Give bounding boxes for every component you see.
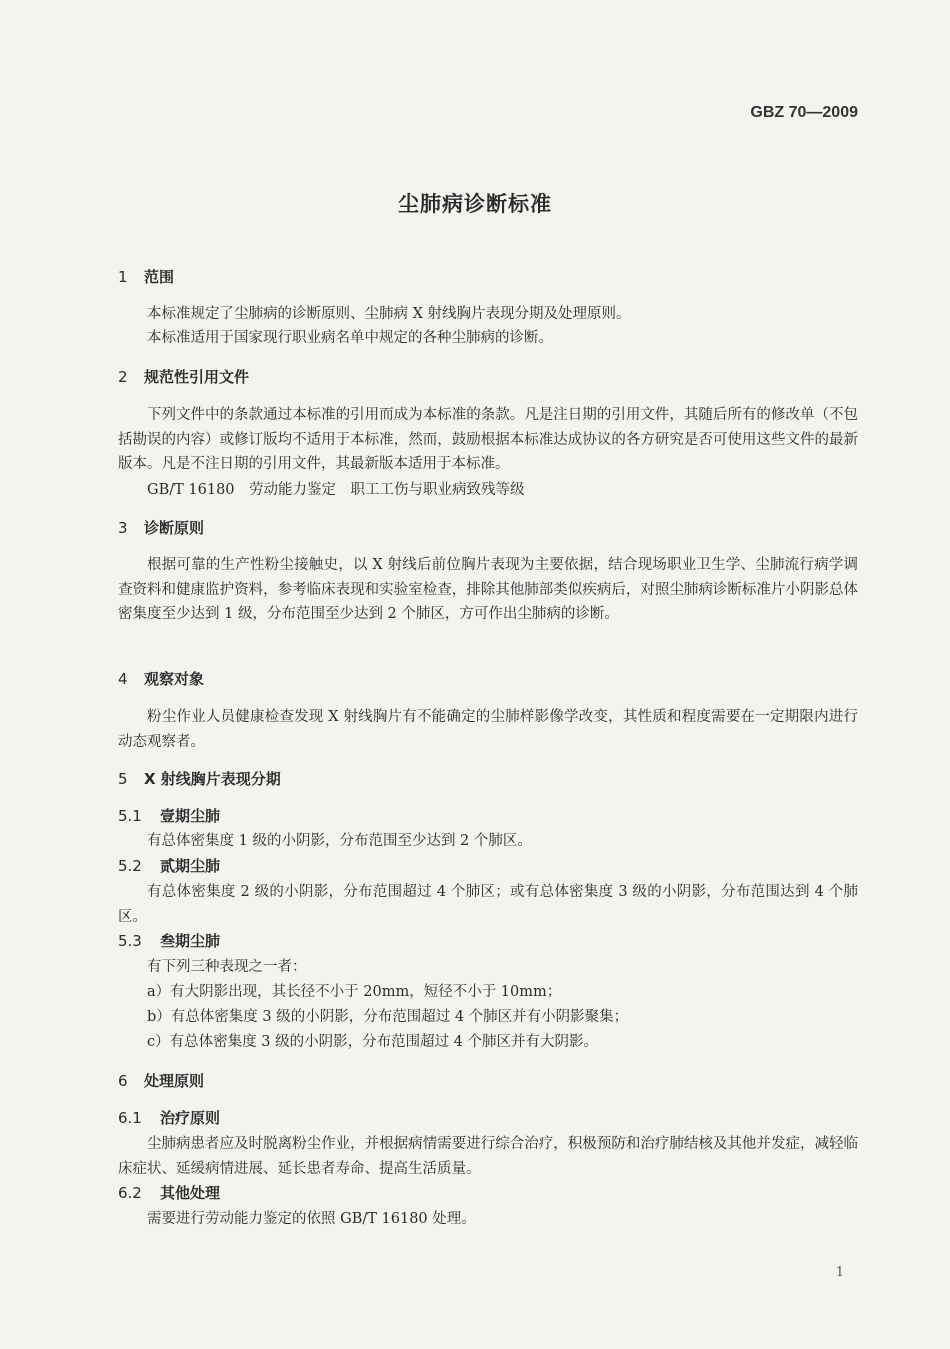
section-1-paragraph-2: 本标准适用于国家现行职业病名单中规定的各种尘肺病的诊断。 <box>147 330 553 346</box>
section-number: 6.1 <box>118 1109 142 1127</box>
section-6-heading <box>118 1070 204 1091</box>
section-5-1-paragraph: 有总体密集度 1 级的小阴影，分布范围至少达到 2 个肺区。 <box>147 833 532 849</box>
section-number: 6 <box>118 1072 128 1090</box>
section-6-1-heading <box>118 1107 220 1128</box>
section-6-2-paragraph: 需要进行劳动能力鉴定的依照 GB/T 16180 处理。 <box>147 1211 476 1227</box>
section-5-2-heading <box>118 855 220 876</box>
section-title: 叁期尘肺 <box>160 932 221 950</box>
section-number: 2 <box>118 368 128 386</box>
section-title: X 射线胸片表现分期 <box>144 770 281 788</box>
list-item-a: a）有大阴影出现，其长径不小于 20mm，短径不小于 10mm； <box>147 984 562 1000</box>
section-1-paragraph-1: 本标准规定了尘肺病的诊断原则、尘肺病 X 射线胸片表现分期及处理原则。 <box>147 306 631 322</box>
section-5-3-heading <box>118 930 220 951</box>
normative-reference: GB/T 16180 劳动能力鉴定 职工工伤与职业病致残等级 <box>147 482 525 498</box>
section-title: 处理原则 <box>144 1072 205 1090</box>
section-number: 1 <box>118 268 128 286</box>
section-5-3-intro: 有下列三种表现之一者： <box>147 959 307 975</box>
section-5-2-paragraph: 有总体密集度 2 级的小阴影，分布范围超过 4 个肺区；或有总体密集度 3 级的小阴影，分布范围达到 4 个肺区。 <box>118 884 858 925</box>
section-title: 诊断原则 <box>144 519 205 537</box>
section-title: 壹期尘肺 <box>160 807 221 825</box>
section-6-1-paragraph: 尘肺病患者应及时脱离粉尘作业，并根据病情需要进行综合治疗，积极预防和治疗肺结核及其他并发症，减轻临床症状、延缓病情进展、延长患者寿命、提高生活质量。 <box>118 1136 858 1177</box>
section-title: 其他处理 <box>160 1184 221 1202</box>
section-title: 规范性引用文件 <box>144 368 250 386</box>
section-title: 观察对象 <box>144 670 205 688</box>
section-number: 5 <box>118 770 128 788</box>
section-number: 6.2 <box>118 1184 142 1202</box>
section-3-heading <box>118 517 204 538</box>
list-item-b: b）有总体密集度 3 级的小阴影，分布范围超过 4 个肺区并有小阴影聚集； <box>147 1009 629 1025</box>
section-2-heading <box>118 366 249 387</box>
document-title: 尘肺病诊断标准 <box>398 192 552 216</box>
section-3-paragraph-1: 根据可靠的生产性粉尘接触史，以 X 射线后前位胸片表现为主要依据，结合现场职业卫生学、尘肺流行病学调查资料和健康监护资料，参考临床表现和实验室检查，排除其他肺部类似疾病后，对照尘肺病诊断标准片小阴影总体密集度至少达到 1 级，分布范围至少达到 2 个肺区，方可作出尘肺病的诊断。 <box>118 557 858 622</box>
section-5-heading <box>118 768 281 789</box>
section-title: 治疗原则 <box>160 1109 221 1127</box>
section-1-heading <box>118 266 174 287</box>
section-number: 5.3 <box>118 932 142 950</box>
section-number: 5.2 <box>118 857 142 875</box>
section-4-heading <box>118 668 204 689</box>
section-number: 5.1 <box>118 807 142 825</box>
list-item-c: c）有总体密集度 3 级的小阴影，分布范围超过 4 个肺区并有大阴影。 <box>147 1034 599 1050</box>
section-number: 4 <box>118 670 128 688</box>
section-6-2-heading <box>118 1182 220 1203</box>
section-4-paragraph-1: 粉尘作业人员健康检查发现 X 射线胸片有不能确定的尘肺样影像学改变，其性质和程度需要在一定期限内进行动态观察者。 <box>118 709 858 750</box>
standard-code: GBZ 70—2009 <box>750 104 858 121</box>
page-number: 1 <box>835 1265 844 1280</box>
section-2-paragraph-1: 下列文件中的条款通过本标准的引用而成为本标准的条款。凡是注日期的引用文件，其随后所有的修改单（不包括勘误的内容）或修订版均不适用于本标准，然而，鼓励根据本标准达成协议的各方研究是否可使用这些文件的最新版本。凡是不注日期的引用文件，其最新版本适用于本标准。 <box>118 407 858 472</box>
section-title: 范围 <box>144 268 175 286</box>
section-5-1-heading <box>118 805 220 826</box>
section-number: 3 <box>118 519 128 537</box>
section-title: 贰期尘肺 <box>160 857 221 875</box>
